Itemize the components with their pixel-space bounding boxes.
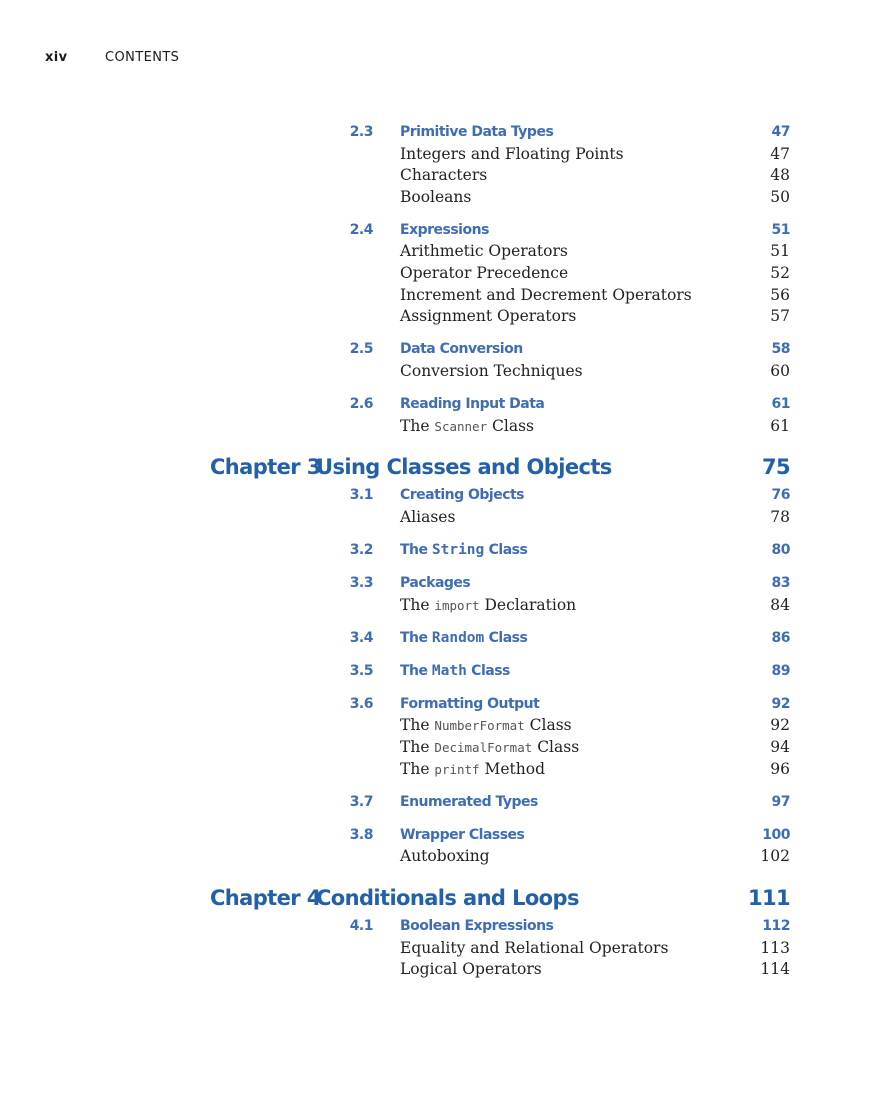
entry-title: [400, 220, 489, 242]
title-text: Class: [484, 629, 528, 646]
code-term: String: [431, 541, 485, 558]
code-term: Math: [431, 662, 467, 679]
subsection-entry: [0, 416, 885, 438]
title-text: Aliases: [400, 507, 456, 526]
title-text: The: [400, 416, 435, 435]
section-number: 3.4: [349, 629, 373, 646]
subsection-entry: [0, 187, 885, 209]
entry-page-number: 50: [770, 187, 790, 206]
entry-page-number: 92: [771, 695, 790, 712]
section-entry: [0, 792, 885, 814]
entry-page-number: 78: [770, 507, 790, 526]
code-term: printf: [434, 761, 480, 777]
section-number: 3.5: [349, 662, 373, 679]
table-of-contents: [0, 122, 885, 981]
subsection-entry: [0, 306, 885, 328]
entry-page-number: 76: [771, 487, 790, 504]
subsection-entry: [0, 595, 885, 617]
chapter-entry: [0, 451, 885, 483]
section-number: 2.6: [349, 396, 373, 413]
title-text: Logical Operators: [400, 960, 542, 979]
entry-page-number: 84: [770, 595, 790, 614]
entry-title: [400, 916, 553, 938]
entry-page-number: 89: [771, 662, 790, 679]
chapter-label: Chapter 3: [210, 455, 321, 480]
section-number: 3.2: [349, 541, 373, 558]
entry-title: [316, 451, 612, 483]
entry-title: [400, 540, 527, 562]
entry-page-number: 96: [770, 759, 790, 778]
entry-page-number: 61: [770, 416, 790, 435]
entry-page-number: 112: [762, 918, 790, 935]
entry-title: [400, 938, 668, 960]
code-term: NumberFormat: [434, 718, 525, 734]
section-entry: [0, 694, 885, 716]
entry-title: [400, 187, 471, 209]
title-text: Using Classes and Objects: [316, 455, 612, 480]
title-text: Class: [524, 716, 572, 735]
title-text: Booleans: [400, 187, 472, 206]
title-text: Class: [466, 662, 510, 679]
entry-title: [400, 339, 523, 361]
entry-page-number: 56: [770, 285, 790, 304]
entry-page-number: 52: [770, 264, 790, 283]
section-entry: [0, 825, 885, 847]
section-number: 2.3: [349, 124, 373, 140]
entry-title: [400, 628, 527, 650]
entry-page-number: 58: [771, 341, 790, 358]
entry-page-number: 100: [762, 826, 790, 843]
entry-title: [400, 285, 692, 307]
entry-title: [400, 241, 568, 263]
entry-title: [400, 507, 455, 529]
title-text: Assignment Operators: [400, 307, 577, 326]
entry-page-number: 113: [760, 938, 790, 957]
title-text: The: [400, 716, 435, 735]
title-text: Arithmetic Operators: [400, 242, 568, 261]
section-entry: [0, 661, 885, 683]
entry-page-number: 51: [771, 221, 790, 238]
entry-page-number: 114: [760, 960, 790, 979]
title-text: Packages: [400, 575, 471, 591]
code-term: Scanner: [434, 418, 488, 434]
entry-title: [400, 694, 539, 716]
subsection-entry: [0, 737, 885, 759]
title-text: Expressions: [400, 221, 489, 238]
title-text: Characters: [400, 166, 488, 185]
title-text: The: [400, 759, 435, 778]
section-number: 4.1: [349, 918, 373, 935]
entry-title: [400, 485, 524, 507]
section-number: 2.4: [349, 221, 373, 238]
subsection-entry: [0, 507, 885, 529]
section-number: 3.7: [349, 793, 373, 810]
title-text: The: [400, 738, 435, 757]
entry-page-number: 47: [771, 124, 790, 140]
entry-title: [400, 737, 579, 759]
subsection-entry: [0, 361, 885, 383]
code-term: DecimalFormat: [434, 740, 533, 756]
section-entry: [0, 540, 885, 562]
entry-page-number: 75: [761, 455, 790, 480]
title-text: Integers and Floating Points: [400, 144, 624, 163]
title-text: The: [400, 629, 432, 646]
subsection-entry: [0, 959, 885, 981]
subsection-entry: [0, 241, 885, 263]
entry-title: [400, 263, 568, 285]
entry-title: [400, 759, 545, 781]
code-term: Random: [431, 629, 485, 646]
title-text: The: [400, 541, 432, 558]
entry-title: [400, 825, 524, 847]
entry-title: [400, 416, 534, 438]
running-header: [45, 50, 180, 65]
title-text: The: [400, 662, 432, 679]
entry-page-number: 111: [747, 886, 790, 911]
entry-page-number: 57: [770, 307, 790, 326]
title-text: The: [400, 595, 435, 614]
page-number: xiv: [45, 50, 68, 65]
entry-title: [400, 122, 553, 144]
title-text: Increment and Decrement Operators: [400, 285, 692, 304]
section-entry: [0, 122, 885, 144]
running-title: CONTENTS: [105, 50, 180, 65]
entry-page-number: 51: [770, 242, 790, 261]
entry-title: [400, 715, 572, 737]
entry-title: [400, 846, 490, 868]
subsection-entry: [0, 144, 885, 166]
subsection-entry: [0, 165, 885, 187]
title-text: Formatting Output: [400, 695, 540, 712]
entry-title: [400, 394, 544, 416]
section-entry: [0, 220, 885, 242]
entry-title: [400, 165, 487, 187]
entry-page-number: 80: [771, 541, 790, 558]
section-entry: [0, 394, 885, 416]
section-entry: [0, 339, 885, 361]
section-number: 3.6: [349, 695, 373, 712]
section-number: 3.1: [349, 487, 373, 504]
title-text: Creating Objects: [400, 487, 525, 504]
section-entry: [0, 485, 885, 507]
subsection-entry: [0, 263, 885, 285]
title-text: Method: [479, 759, 546, 778]
entry-page-number: 94: [770, 738, 790, 757]
subsection-entry: [0, 846, 885, 868]
entry-page-number: 48: [770, 166, 790, 185]
chapter-label: Chapter 4: [210, 886, 321, 911]
code-term: import: [434, 597, 480, 613]
entry-title: [316, 882, 579, 914]
title-text: Operator Precedence: [400, 264, 569, 283]
section-entry: [0, 628, 885, 650]
section-number: 3.8: [349, 826, 373, 843]
entry-page-number: 97: [771, 793, 790, 810]
subsection-entry: [0, 759, 885, 781]
title-text: Reading Input Data: [400, 396, 545, 413]
section-number: 3.3: [349, 575, 373, 591]
entry-title: [400, 595, 576, 617]
entry-title: [400, 306, 576, 328]
entry-page-number: 92: [770, 716, 790, 735]
entry-title: [400, 959, 542, 981]
entry-title: [400, 792, 538, 814]
entry-page-number: 47: [770, 144, 790, 163]
entry-title: [400, 661, 510, 683]
entry-page-number: 60: [770, 361, 790, 380]
title-text: Primitive Data Types: [400, 124, 554, 140]
entry-title: [400, 573, 470, 595]
subsection-entry: [0, 938, 885, 960]
title-text: Wrapper Classes: [400, 826, 525, 843]
title-text: Conversion Techniques: [400, 361, 583, 380]
entry-page-number: 86: [771, 629, 790, 646]
title-text: Data Conversion: [400, 341, 523, 358]
title-text: Enumerated Types: [400, 793, 538, 810]
chapter-entry: [0, 882, 885, 914]
title-text: Autoboxing: [400, 847, 490, 866]
title-text: Class: [532, 738, 580, 757]
entry-title: [400, 361, 583, 383]
section-number: 2.5: [349, 341, 373, 358]
title-text: Boolean Expressions: [400, 918, 554, 935]
title-text: Equality and Relational Operators: [400, 938, 669, 957]
subsection-entry: [0, 715, 885, 737]
entry-page-number: 61: [771, 396, 790, 413]
title-text: Conditionals and Loops: [316, 886, 579, 911]
subsection-entry: [0, 285, 885, 307]
entry-page-number: 83: [771, 575, 790, 591]
title-text: Declaration: [479, 595, 577, 614]
title-text: Class: [487, 416, 535, 435]
entry-page-number: 102: [760, 847, 790, 866]
title-text: Class: [484, 541, 528, 558]
section-entry: [0, 916, 885, 938]
section-entry: [0, 573, 885, 595]
entry-title: [400, 144, 624, 166]
